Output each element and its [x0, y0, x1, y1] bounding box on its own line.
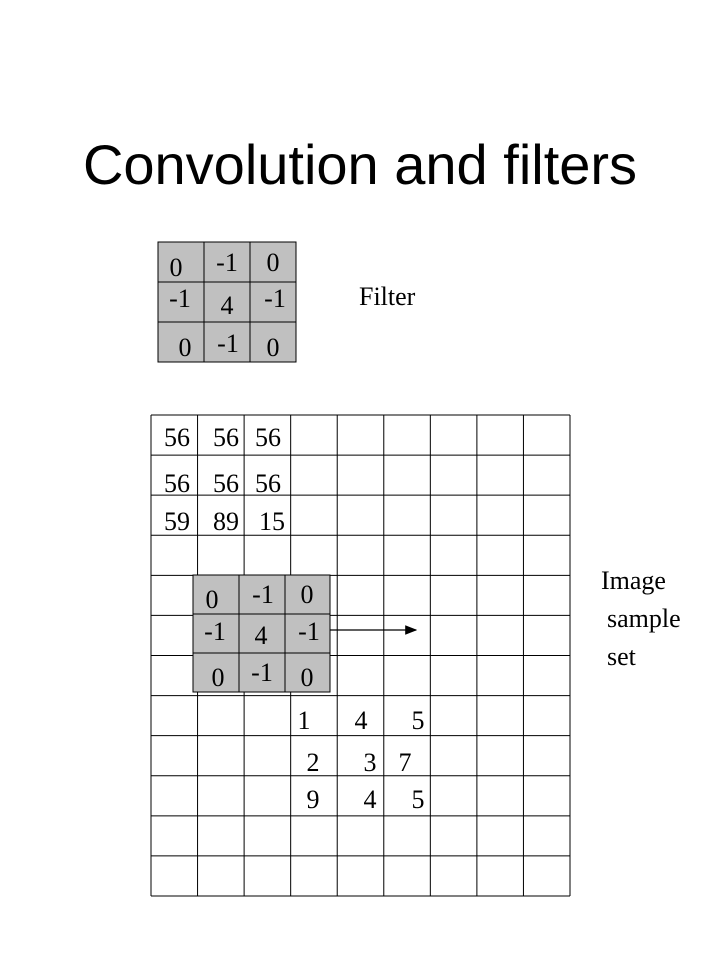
overlay-filter-value: -1 — [251, 658, 273, 687]
sample-value: 4 — [354, 706, 368, 735]
overlay-filter-value: 4 — [254, 621, 268, 650]
image-value: 56 — [213, 423, 239, 452]
filter-value: 0 — [266, 333, 280, 362]
image-value: 56 — [164, 469, 190, 498]
overlay-filter — [193, 575, 330, 692]
filter-value: 0 — [169, 253, 183, 282]
sample-value: 7 — [398, 748, 412, 777]
filter-value: 4 — [220, 291, 234, 320]
sample-value: 5 — [411, 785, 425, 814]
filter-value: -1 — [169, 284, 191, 313]
image-label-line-2: sample — [607, 604, 681, 633]
sample-values — [298, 706, 425, 814]
sample-value: 5 — [411, 706, 425, 735]
filter-value: -1 — [217, 329, 239, 358]
filter-kernel — [158, 242, 296, 362]
sample-value: 2 — [306, 748, 320, 777]
image-value: 59 — [164, 507, 190, 536]
image-value: 89 — [213, 507, 239, 536]
overlay-filter-value: -1 — [298, 617, 320, 646]
image-value: 56 — [164, 423, 190, 452]
overlay-filter-value: -1 — [204, 617, 226, 646]
image-label-line-1: Image — [601, 566, 666, 595]
image-values — [164, 423, 285, 536]
filter-value: 0 — [266, 248, 280, 277]
overlay-filter-value: -1 — [252, 580, 274, 609]
filter-value: 0 — [178, 333, 192, 362]
filter-value: -1 — [264, 284, 286, 313]
filter-label: Filter — [359, 282, 416, 311]
overlay-filter-value: 0 — [300, 580, 314, 609]
overlay-filter-value: 0 — [211, 663, 225, 692]
overlay-filter-value: 0 — [205, 585, 219, 614]
image-value: 15 — [259, 507, 285, 536]
filter-value: -1 — [216, 248, 238, 277]
slide-title: Convolution and filters — [82, 133, 638, 196]
image-value: 56 — [255, 423, 281, 452]
sample-value: 3 — [363, 748, 377, 777]
image-label-line-3: set — [607, 642, 636, 671]
sample-value: 4 — [363, 785, 377, 814]
sample-value: 9 — [306, 785, 320, 814]
image-value: 56 — [255, 469, 281, 498]
sample-value: 1 — [297, 706, 311, 735]
overlay-filter-value: 0 — [300, 663, 314, 692]
image-value: 56 — [213, 469, 239, 498]
